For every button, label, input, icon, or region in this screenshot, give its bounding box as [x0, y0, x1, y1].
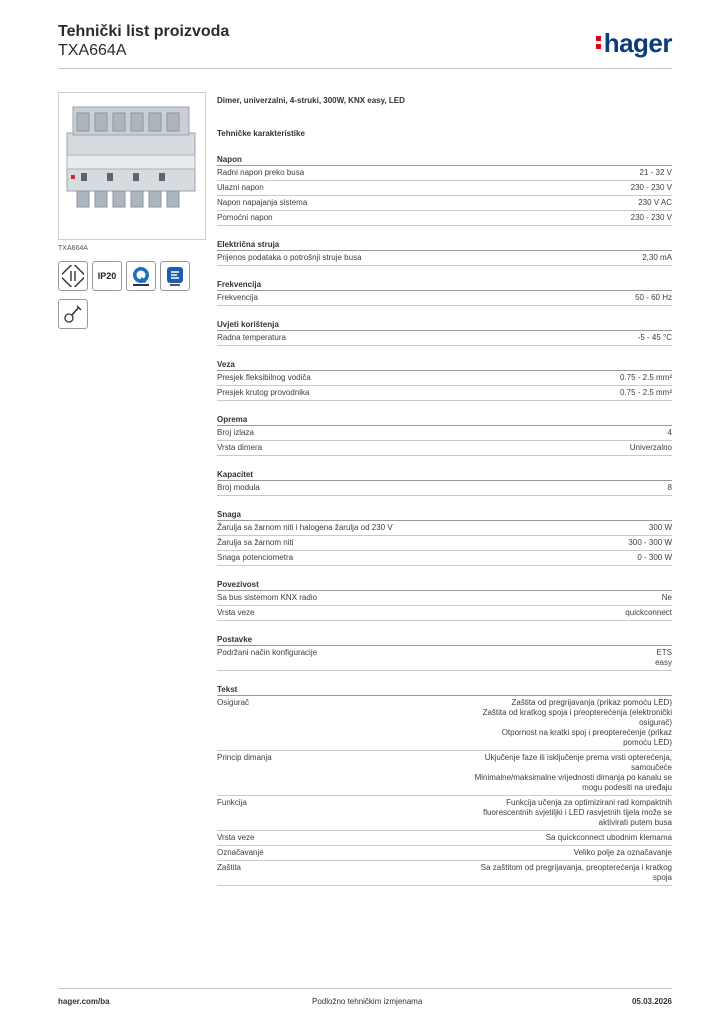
spec-label: Radna temperatura: [217, 333, 286, 342]
footer-website[interactable]: hager.com/ba: [58, 997, 110, 1006]
document-header: [58, 22, 672, 70]
spec-value: [620, 388, 672, 398]
spec-group: [217, 240, 672, 266]
spec-value: [662, 593, 672, 603]
spec-group-title: Uvjeti korištenja: [217, 320, 672, 331]
logo-dots-icon: [596, 33, 602, 52]
spec-row: [217, 441, 672, 456]
spec-label: Pomoćni napon: [217, 213, 273, 222]
spec-value: [640, 168, 672, 178]
spec-value: [574, 848, 672, 858]
spec-value: [638, 198, 672, 208]
spec-value-line: 300 W: [648, 523, 672, 532]
spec-row: [217, 846, 672, 861]
spec-row: [217, 181, 672, 196]
spec-value-line: Minimalne/maksimalne vrijednosti dimanja po kanalu se: [474, 773, 672, 782]
product-image-label: TXA664A: [58, 245, 88, 252]
tool-badges: [58, 299, 206, 329]
spec-group-title: Postavke: [217, 635, 672, 646]
screwdriver-icon: [58, 299, 88, 329]
spec-value: [668, 483, 672, 493]
spec-label: Funkcija: [217, 798, 247, 807]
spec-value-line: 4: [667, 428, 672, 437]
spec-value-line: Otpornost na kratki spoj i preopterećenje (prikaz: [501, 728, 672, 737]
hager-logo: hager: [596, 28, 672, 59]
spec-row: [217, 291, 672, 306]
spec-row: [217, 696, 672, 751]
spec-row: [217, 521, 672, 536]
spec-value: [635, 293, 672, 303]
spec-label: Označavanje: [217, 848, 264, 857]
spec-group: [217, 685, 672, 886]
spec-label: Presjek krutog provodnika: [217, 388, 310, 397]
spec-row: [217, 536, 672, 551]
spec-value: [637, 553, 672, 563]
spec-value: [427, 648, 672, 668]
spec-row: [217, 166, 672, 181]
spec-group: [217, 415, 672, 456]
spec-label: Broj izlaza: [217, 428, 254, 437]
spec-value-line: 300 - 300 W: [628, 538, 672, 547]
spec-group-title: Snaga: [217, 510, 672, 521]
spec-row: [217, 796, 672, 831]
spec-value-line: 21 - 32 V: [639, 168, 672, 177]
spec-value: [630, 443, 672, 453]
spec-value-line: 230 - 230 V: [630, 183, 672, 192]
spec-group-title: Električna struja: [217, 240, 672, 251]
spec-value-line: easy: [655, 658, 672, 667]
spec-label: Radni napon preko busa: [217, 168, 305, 177]
spec-row: [217, 751, 672, 796]
spec-value: [649, 523, 672, 533]
spec-label: Snaga potenciometra: [217, 553, 294, 562]
product-image: [58, 92, 206, 240]
spec-group: [217, 470, 672, 496]
spec-value-line: pomoću LED): [623, 738, 672, 747]
spec-groups: [217, 155, 672, 886]
spec-group-title: Oprema: [217, 415, 672, 426]
spec-value-line: 230 V AC: [638, 198, 672, 207]
product-description: Dimer, univerzalni, 4-struki, 300W, KNX easy, LED: [217, 96, 405, 105]
spec-group-title: Frekvencija: [217, 280, 672, 291]
spec-group: [217, 280, 672, 306]
spec-value-line: 230 - 230 V: [630, 213, 672, 222]
spec-label: Frekvencija: [217, 293, 258, 302]
spec-label: Presjek fleksibilnog vodiča: [217, 373, 311, 382]
spec-value-line: Funkcija učenja za optimizirani rad kompaktnih: [506, 798, 672, 807]
spec-row: [217, 551, 672, 566]
spec-row: [217, 426, 672, 441]
spec-label: Žarulja sa žarnom niti: [217, 538, 294, 547]
spec-label: Osigurač: [217, 698, 250, 707]
spec-group-title: Kapacitet: [217, 470, 672, 481]
spec-value-line: Ne: [661, 593, 672, 602]
spec-label: Vrsta dimera: [217, 443, 263, 452]
spec-value-line: 0 - 300 W: [637, 553, 672, 562]
spec-label: Napon napajanja sistema: [217, 198, 308, 207]
product-sidebar: [58, 92, 206, 329]
spec-label: Broj modula: [217, 483, 260, 492]
spec-row: [217, 251, 672, 266]
spec-value: [427, 798, 672, 828]
spec-row: [217, 861, 672, 886]
spec-row: [217, 646, 672, 671]
spec-value-line: samoučeće: [631, 763, 672, 772]
spec-value: [631, 213, 672, 223]
spec-value: [638, 333, 672, 343]
spec-value: [631, 183, 672, 193]
page-title: Tehnički list proizvoda: [58, 23, 230, 40]
spec-value-line: mogu podesiti na uređaju: [582, 783, 672, 792]
spec-group-title: Veza: [217, 360, 672, 371]
knx-easy-icon: [160, 261, 190, 291]
footer-date: 05.03.2026: [631, 997, 672, 1006]
product-code: TXA664A: [58, 42, 127, 59]
spec-row: [217, 481, 672, 496]
spec-value-line: Sa quickconnect ubodnim klemama: [545, 833, 672, 842]
spec-value-line: Zaštita od kratkog spoja i preopterećenja (elektronički: [482, 708, 672, 717]
spec-group: [217, 320, 672, 346]
spec-row: [217, 211, 672, 226]
spec-group: [217, 635, 672, 671]
spec-value-line: Univerzalno: [629, 443, 672, 452]
quality-mark-icon: [126, 261, 156, 291]
spec-row: [217, 606, 672, 621]
double-insulation-icon: [58, 261, 88, 291]
spec-label: Podržani način konfiguracije: [217, 648, 318, 657]
footer-disclaimer: Podložno tehničkim izmjenama: [312, 997, 423, 1006]
spec-value-line: Zaštita od pregrijavanja (prikaz pomoću LED): [511, 698, 672, 707]
spec-label: Princip dimanja: [217, 753, 272, 762]
spec-label: Ulazni napon: [217, 183, 264, 192]
spec-group-title: Tekst: [217, 685, 672, 696]
spec-row: [217, 386, 672, 401]
spec-group-title: Napon: [217, 155, 672, 166]
specifications: [217, 96, 672, 886]
spec-value: [668, 428, 672, 438]
spec-value-line: osigurač): [639, 718, 672, 727]
spec-row: [217, 331, 672, 346]
spec-value-line: quickconnect: [625, 608, 672, 617]
spec-value-line: 2,30 mA: [642, 253, 672, 262]
spec-row: [217, 371, 672, 386]
spec-group: [217, 580, 672, 621]
spec-value-line: ETS: [656, 648, 672, 657]
spec-label: Zaštita: [217, 863, 242, 872]
spec-row: [217, 196, 672, 211]
ip20-badge: IP20: [92, 261, 122, 291]
spec-value-line: 0.75 - 2.5 mm²: [619, 373, 672, 382]
spec-value: [628, 538, 672, 548]
spec-value-line: spoja: [652, 873, 672, 882]
spec-value-line: 0.75 - 2.5 mm²: [619, 388, 672, 397]
spec-label: Žarulja sa žarnom niti i halogena žarulja od 230 V: [217, 523, 393, 532]
spec-value: [642, 253, 672, 263]
header-divider: [58, 68, 672, 69]
spec-group-title: Povezivost: [217, 580, 672, 591]
spec-value-line: aktivirati putem busa: [598, 818, 672, 827]
spec-value-line: -5 - 45 °C: [637, 333, 672, 342]
spec-value-line: 8: [667, 483, 672, 492]
spec-value-line: Veliko polje za označavanje: [573, 848, 672, 857]
specs-heading: Tehničke karakteristike: [217, 129, 305, 138]
spec-value-line: Ukjučenje faze ili isključenje prema vrsti opterećenja,: [484, 753, 672, 762]
spec-group: [217, 155, 672, 226]
spec-value: [620, 373, 672, 383]
spec-row: [217, 831, 672, 846]
spec-label: Prijenos podataka o potrošnji struje busa: [217, 253, 362, 262]
spec-label: Vrsta veze: [217, 833, 255, 842]
spec-row: [217, 591, 672, 606]
spec-label: Sa bus sistemom KNX radio: [217, 593, 318, 602]
spec-value: [546, 833, 672, 843]
spec-value: [427, 863, 672, 883]
spec-value-line: fluorescentnih svjetiljki i LED rasvjetnih tijela može se: [483, 808, 672, 817]
spec-value-line: 50 - 60 Hz: [635, 293, 672, 302]
spec-label: Vrsta veze: [217, 608, 255, 617]
dimmer-module-icon: [59, 93, 205, 239]
spec-value: [427, 753, 672, 793]
spec-value-line: Sa zaštitom od pregrijavanja, preopterećenja i kratkog: [480, 863, 672, 872]
certification-badges: [58, 261, 206, 291]
spec-value: [625, 608, 672, 618]
spec-group: [217, 360, 672, 401]
spec-group: [217, 510, 672, 566]
footer-divider: [58, 988, 672, 989]
spec-value: [427, 698, 672, 748]
